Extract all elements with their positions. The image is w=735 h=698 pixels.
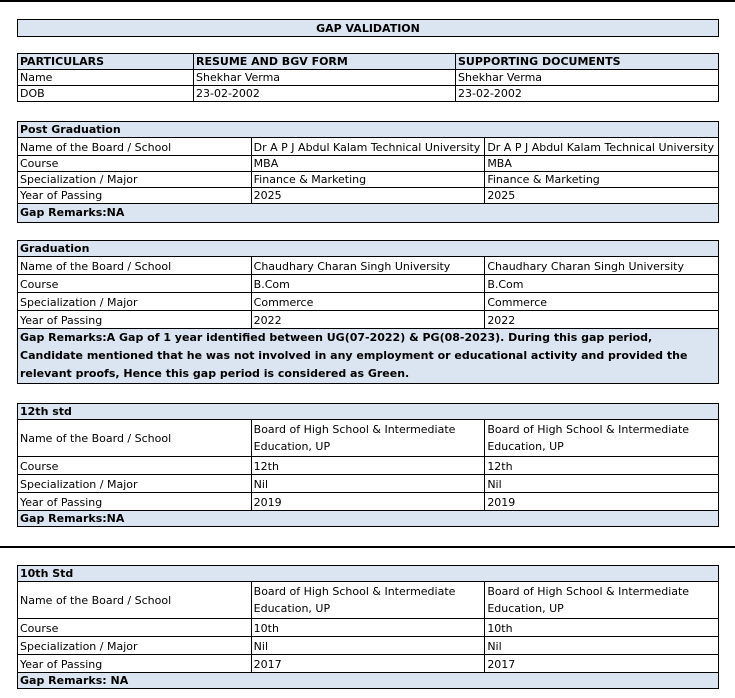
- supporting-value: Finance & Marketing: [485, 172, 719, 188]
- particulars-table: [17, 53, 719, 102]
- row-label: Specialization / Major: [18, 637, 252, 655]
- post-graduation-table: [17, 121, 719, 223]
- twelfth-table: [17, 403, 719, 527]
- supporting-value: 23-02-2002: [456, 86, 719, 102]
- particulars-header: PARTICULARS: [18, 54, 194, 70]
- row-label: Year of Passing: [18, 311, 252, 329]
- resume-value: Commerce: [251, 293, 485, 311]
- row-label: Name of the Board / School: [18, 582, 252, 619]
- resume-value: Nil: [251, 637, 485, 655]
- table-row: [18, 619, 719, 637]
- table-row: [18, 655, 719, 673]
- supporting-value: B.Com: [485, 275, 719, 293]
- table-row: [18, 457, 719, 475]
- row-label: Course: [18, 156, 252, 172]
- row-label: Year of Passing: [18, 493, 252, 511]
- name-row: [18, 70, 719, 86]
- resume-value: 23-02-2002: [194, 86, 456, 102]
- gap-remarks: Gap Remarks:NA: [18, 204, 719, 223]
- table-row: [18, 311, 719, 329]
- top-rule: [0, 0, 735, 2]
- resume-value: 2025: [251, 188, 485, 204]
- table-row: [18, 493, 719, 511]
- header-row: [18, 54, 719, 70]
- resume-value: Board of High School & Intermediate Education, UP: [251, 420, 485, 457]
- resume-value: Dr A P J Abdul Kalam Technical University: [251, 138, 485, 156]
- supporting-value: 12th: [485, 457, 719, 475]
- section-title: 12th std: [18, 404, 719, 420]
- table-row: [18, 172, 719, 188]
- supporting-value: MBA: [485, 156, 719, 172]
- supporting-value: 10th: [485, 619, 719, 637]
- table-row: [18, 156, 719, 172]
- row-label: Specialization / Major: [18, 293, 252, 311]
- supporting-value: 2019: [485, 493, 719, 511]
- table-row: [18, 293, 719, 311]
- row-label: Name of the Board / School: [18, 138, 252, 156]
- table-row: [18, 420, 719, 457]
- section-title: 10th Std: [18, 566, 719, 582]
- row-label: Course: [18, 275, 252, 293]
- resume-value: Nil: [251, 475, 485, 493]
- gap-remarks: Gap Remarks:NA: [18, 511, 719, 527]
- resume-value: 2017: [251, 655, 485, 673]
- supporting-value: Chaudhary Charan Singh University: [485, 257, 719, 275]
- resume-value: Shekhar Verma: [194, 70, 456, 86]
- supporting-value: Nil: [485, 475, 719, 493]
- table-row: [18, 475, 719, 493]
- gap-remarks: Gap Remarks: NA: [18, 673, 719, 689]
- supporting-value: Board of High School & Intermediate Education, UP: [485, 582, 719, 619]
- row-label: Course: [18, 619, 252, 637]
- row-label: Name of the Board / School: [18, 257, 252, 275]
- resume-value: Chaudhary Charan Singh University: [251, 257, 485, 275]
- table-row: [18, 582, 719, 619]
- section-title: Post Graduation: [18, 122, 719, 138]
- resume-value: Board of High School & Intermediate Education, UP: [251, 582, 485, 619]
- supporting-value: Shekhar Verma: [456, 70, 719, 86]
- title-table: [17, 19, 719, 37]
- gap-remarks: Gap Remarks:A Gap of 1 year identified between UG(07-2022) & PG(08-2023). During this gap period, Candidate mentioned that he was not involved in any employment or educational activity and provided the relevant proofs, Hence this gap period is considered as Green.: [18, 329, 719, 384]
- row-label: Course: [18, 457, 252, 475]
- row-label: DOB: [18, 86, 194, 102]
- graduation-table: [17, 240, 719, 384]
- resume-value: Finance & Marketing: [251, 172, 485, 188]
- resume-value: MBA: [251, 156, 485, 172]
- table-row: [18, 138, 719, 156]
- supporting-header: SUPPORTING DOCUMENTS: [456, 54, 719, 70]
- resume-value: 10th: [251, 619, 485, 637]
- resume-value: B.Com: [251, 275, 485, 293]
- row-label: Name: [18, 70, 194, 86]
- resume-value: 12th: [251, 457, 485, 475]
- row-label: Name of the Board / School: [18, 420, 252, 457]
- tenth-table: [17, 565, 719, 689]
- resume-value: 2019: [251, 493, 485, 511]
- table-row: [18, 188, 719, 204]
- resume-header: RESUME AND BGV FORM: [194, 54, 456, 70]
- supporting-value: Nil: [485, 637, 719, 655]
- dob-row: [18, 86, 719, 102]
- section-title: Graduation: [18, 241, 719, 257]
- supporting-value: Dr A P J Abdul Kalam Technical University: [485, 138, 719, 156]
- row-label: Year of Passing: [18, 655, 252, 673]
- row-label: Specialization / Major: [18, 475, 252, 493]
- supporting-value: 2017: [485, 655, 719, 673]
- supporting-value: Commerce: [485, 293, 719, 311]
- supporting-value: Board of High School & Intermediate Education, UP: [485, 420, 719, 457]
- table-row: [18, 275, 719, 293]
- page-title: GAP VALIDATION: [18, 20, 719, 37]
- section-rule: [0, 546, 735, 548]
- row-label: Year of Passing: [18, 188, 252, 204]
- row-label: Specialization / Major: [18, 172, 252, 188]
- table-row: [18, 637, 719, 655]
- resume-value: 2022: [251, 311, 485, 329]
- supporting-value: 2025: [485, 188, 719, 204]
- table-row: [18, 257, 719, 275]
- supporting-value: 2022: [485, 311, 719, 329]
